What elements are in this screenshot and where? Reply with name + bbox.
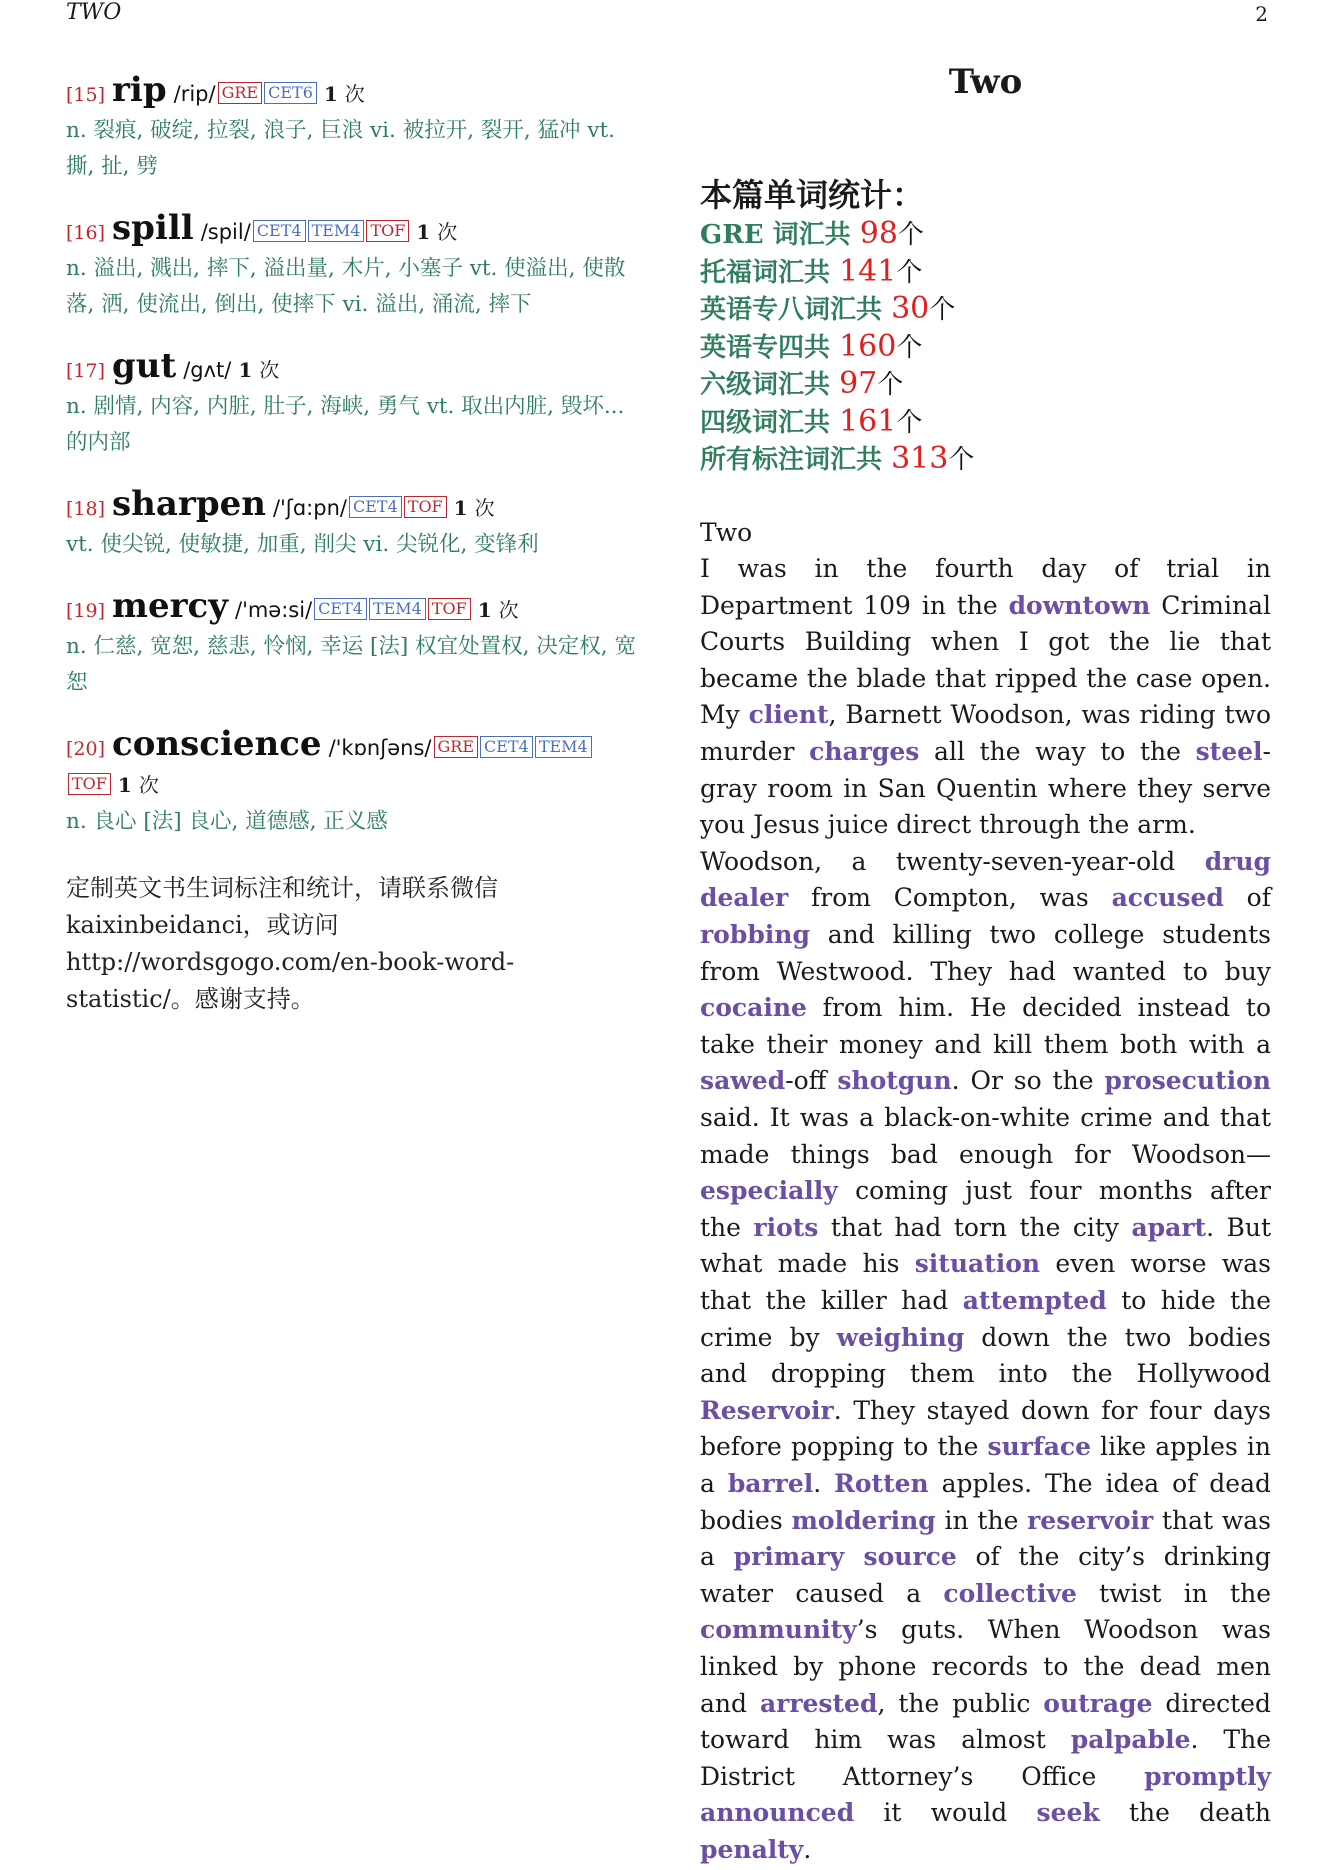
text-run: . Or so the [951,1066,1105,1096]
chapter-column [700,62,1271,1868]
stat-unit: 个 [948,445,975,475]
text-run: directed toward him was almost [700,1688,1271,1755]
stat-row [700,291,1271,329]
stat-value: 30 [891,291,930,326]
entry-word: spill [112,208,194,248]
occurrence-count: 1 [477,598,492,622]
stat-unit: 个 [929,295,956,325]
entry-index: [18] [66,498,106,520]
highlighted-word: seek [1036,1798,1100,1828]
vocab-entry [66,348,636,461]
stat-label: 六级词汇共 [700,370,840,400]
highlighted-word: riots [753,1212,819,1242]
stat-row [700,366,1271,404]
exam-tag: TOF [404,496,447,518]
highlighted-word: community [700,1615,857,1645]
exam-tag: CET4 [253,220,306,242]
highlighted-word: palpable [1070,1725,1191,1755]
chapter-body [700,515,1271,1869]
entry-phonetic: /gʌt/ [183,358,232,382]
highlighted-word: sawed [700,1066,786,1096]
entry-definition: n. 溢出, 溅出, 摔下, 溢出量, 木片, 小塞子 vt. 使溢出, 使散落, 洒, 使流出, 倒出, 使摔下 vi. 溢出, 涌流, 摔下 [66,256,626,317]
exam-tag: TOF [366,220,409,242]
text-run: Criminal Courts Building when I got the lie that became the blade that ripped the case open. My [700,590,1271,730]
highlighted-word: client [748,700,829,730]
vocab-entry [66,72,636,185]
text-run: in the [935,1505,1028,1535]
highlighted-word: shotgun [837,1066,952,1096]
entry-phonetic: /rip/ [173,82,216,106]
text-run: it would [854,1798,1037,1828]
occurrence-count: 1 [453,496,468,520]
text-run: . [803,1834,812,1864]
stat-value: 313 [891,441,949,476]
highlighted-word: promptly [1144,1761,1271,1791]
text-run: from him. He decided instead to take their money and kill them both with a [700,993,1271,1059]
stat-row [700,441,1271,479]
highlighted-word: downtown [1008,590,1151,620]
text-run: Woodson, a twenty-seven-year-old [700,846,1205,876]
entry-phonetic: /spil/ [200,220,251,244]
stat-label: 所有标注词汇共 [700,445,892,475]
stat-value: 161 [839,403,897,439]
entry-definition: n. 裂痕, 破绽, 拉裂, 浪子, 巨浪 vi. 被拉开, 裂开, 猛冲 vt. 撕, 扯, 劈 [66,118,616,179]
occurrence-unit: 次 [474,496,495,520]
body-paragraph [700,844,1271,1869]
vocab-entry [66,588,636,701]
entry-index: [16] [66,222,106,244]
text-run: coming just four months after the [700,1176,1271,1242]
highlighted-word: announced [700,1798,855,1828]
entry-word: rip [112,70,167,110]
stat-unit: 个 [896,257,923,288]
entry-index: [20] [66,738,106,760]
entry-phonetic: /'ʃɑ:pn/ [272,496,347,520]
highlighted-word: collective [943,1578,1077,1608]
stat-row [700,329,1271,367]
exam-tag: TEM4 [369,598,426,620]
highlighted-word: robbing [700,920,810,950]
text-run: . They stayed down for four days before popping to the [700,1395,1271,1462]
highlighted-word: situation [914,1249,1041,1279]
exam-tag: GRE [434,736,479,758]
text-run: of [1223,883,1271,913]
text-run: ’s guts. When Woodson was linked by phone records to the dead men and [700,1615,1271,1718]
text-run: all the way to the [919,737,1196,767]
stat-label: 英语专八词汇共 [700,295,892,325]
stat-label: GRE 词汇共 [700,220,860,250]
stat-unit: 个 [896,332,923,363]
stat-row [700,254,1271,292]
entry-head [66,726,636,804]
highlighted-word: drug dealer [700,846,1271,913]
entries-container [66,72,636,840]
entry-definition: n. 仁慈, 宽恕, 慈悲, 怜悯, 幸运 [法] 权宜处置权, 决定权, 宽恕 [66,634,636,695]
occurrence-count: 1 [117,773,132,797]
highlighted-word: especially [700,1176,838,1206]
promo-notice: 定制英文书生词标注和统计，请联系微信 kaixinbeidanci，或访问 http://wordsgogo.com/en-book-word-statistic/。感谢支持。 [66,874,515,1013]
stat-unit: 个 [896,407,923,438]
occurrence-unit: 次 [498,598,519,622]
highlighted-word: Reservoir [700,1395,834,1425]
entry-definition: n. 良心 [法] 良心, 道德感, 正义感 [66,809,388,834]
vocab-entry [66,210,636,323]
stat-row [700,404,1271,442]
text-run: and killing two college students from Westwood. They had wanted to buy [700,920,1271,986]
highlighted-word: barrel [727,1468,814,1498]
text-run: said. It was a black-on-white crime and that made things bad enough for Woodson— [700,1103,1271,1169]
text-run: I was in the fourth day of trial in Department 109 in the [700,554,1271,620]
text-run: that was a [700,1505,1271,1572]
exam-tag: CET4 [314,598,367,620]
stat-row [700,216,1271,254]
highlighted-word: outrage [1043,1688,1153,1718]
stat-label: 英语专四共 [700,332,840,363]
text-run: . The District Attorney’s Office [700,1725,1271,1791]
highlighted-word: surface [987,1432,1092,1462]
entry-word: mercy [112,586,228,626]
occurrence-unit: 次 [437,220,458,244]
text-run: from Compton, was [788,883,1112,913]
text-run: twist in the [1076,1578,1271,1608]
highlighted-word: steel [1195,737,1263,767]
stat-label: 托福词汇共 [700,257,840,288]
entry-index: [17] [66,360,106,382]
text-run: down the two bodies and dropping them into the Hollywood [700,1322,1271,1389]
entry-head [66,588,636,629]
page-number: 2 [1255,2,1268,26]
stat-value: 141 [839,253,897,289]
highlighted-word: charges [809,737,920,767]
entry-head [66,348,636,389]
exam-tag: CET4 [349,496,402,518]
exam-tag: TOF [68,773,111,795]
text-run: . [813,1468,835,1498]
text-run: apples. The idea of dead bodies [700,1468,1271,1535]
vocabulary-list [66,72,636,1018]
occurrence-unit: 次 [259,358,280,382]
occurrence-count: 1 [238,358,253,382]
running-head: TWO [66,0,122,25]
exam-tag: GRE [218,82,263,104]
entry-head [66,210,636,251]
entry-definition: vt. 使尖锐, 使敏捷, 加重, 削尖 vi. 尖锐化, 变锋利 [66,532,539,557]
stat-unit: 个 [897,220,924,250]
text-run: , Barnett Woodson, was riding two murder [700,700,1271,767]
highlighted-word: attempted [962,1285,1107,1315]
entry-phonetic: /'mə:si/ [235,598,313,622]
entry-head [66,486,636,527]
stats-title: 本篇单词统计： [700,176,925,214]
chapter-title: Two [948,62,1023,102]
text-run: to hide the crime by [700,1285,1272,1352]
stat-unit: 个 [877,370,904,400]
stat-value: 97 [839,366,878,401]
highlighted-word: cocaine [700,993,807,1023]
highlighted-word: accused [1111,883,1224,913]
highlighted-word: penalty [700,1834,804,1864]
occurrence-count: 1 [416,220,431,244]
exam-tag: TEM4 [308,220,365,242]
stat-value: 98 [859,216,898,251]
text-run: -off [785,1066,838,1096]
exam-tag: CET6 [264,82,317,104]
entry-word: gut [112,346,177,386]
entry-phonetic: /'kɒnʃəns/ [328,736,432,760]
highlighted-word: primary source [733,1542,957,1572]
text-run: -gray room in San Quentin where they serve you Jesus juice direct through the arm. [700,737,1271,840]
entry-word: sharpen [112,484,266,524]
text-run: like apples in a [700,1432,1271,1498]
entry-index: [15] [66,84,106,106]
paragraphs [700,551,1271,1868]
vocab-entry [66,726,636,840]
highlighted-word: arrested [759,1688,878,1718]
highlighted-word: apart [1131,1212,1207,1242]
exam-tag: TOF [428,598,471,620]
stats-list [700,216,1271,479]
entry-head [66,72,636,113]
exam-tag: TEM4 [535,736,592,758]
highlighted-word: prosecution [1104,1066,1271,1096]
text-run: that had torn the city [818,1212,1132,1242]
exam-tag: CET4 [480,736,533,758]
highlighted-word: Rotten [834,1468,929,1498]
text-run: . But what made his [700,1212,1271,1279]
entry-definition: n. 剧情, 内容, 内脏, 肚子, 海峡, 勇气 vt. 取出内脏, 毁坏... 的内部 [66,394,625,455]
entry-index: [19] [66,600,106,622]
highlighted-word: moldering [791,1505,936,1535]
body-heading: Two [700,517,753,547]
stat-value: 160 [839,328,897,364]
occurrence-count: 1 [323,82,338,106]
entry-word: conscience [112,724,322,764]
highlighted-word: reservoir [1027,1505,1154,1535]
text-run: even worse was that the killer had [700,1249,1271,1315]
stat-label: 四级词汇共 [700,407,840,438]
vocab-entry [66,486,636,563]
occurrence-unit: 次 [344,82,365,106]
highlighted-word: weighing [836,1322,965,1352]
body-paragraph [700,551,1271,844]
text-run: , the public [877,1688,1044,1718]
occurrence-unit: 次 [138,773,159,797]
text-run: of the city’s drinking water caused a [700,1542,1271,1608]
text-run: the death [1099,1798,1272,1828]
